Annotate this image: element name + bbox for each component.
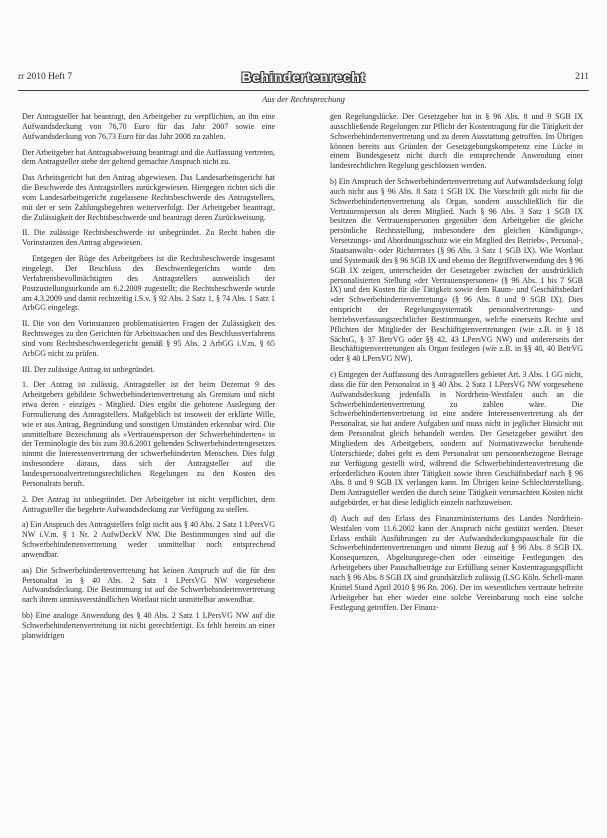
- paragraph: Das Arbeitsgericht hat den Antrag abgewiesen. Das Landesarbeitsgericht hat die Beschwerde des Antragstellers zurückgewiesen. Hiergegen richtet sich die vom Landesarbeitsgericht zugelassene Rechtsbeschwerde des Antragstellers, mit der er sein Zahlungsbegehren weiterverfolgt. Der Arbeitgeber beantragt, die Zulässigkeit der Rechtsbeschwerde und beantragt deren Zurückweisung.: [22, 173, 275, 222]
- journal-issue: rr 2010 Heft 7: [18, 72, 73, 82]
- right-column: [330, 112, 583, 618]
- paragraph: Der Antragsteller hat beantragt, den Arbeitgeber zu verpflichten, an ihn eine Aufwandsdeckung von 76,70 Euro für das Jahr 2007 sowie eine Aufwandsdeckung von 76,73 Euro für das Jahr 2008 zu zahlen.: [22, 112, 275, 141]
- paragraph: aa) Die Schwerbehindertenvertretung hat keinen Anspruch auf die für den Personalrat in § 40 Abs. 2 Satz 1 LPersVG NW vorgesehene Aufwandsdeckung. Die Bestimmung ist auf die Schwerbehindertenvertretung nach ihrem unmissverständlichen Wortlaut nicht unmittelbar anwendbar.: [22, 565, 275, 605]
- paragraph: Entgegen der Rüge des Arbeitgebers ist die Rechtsbeschwerde insgesamt eingelegt. Der Beschluss des Beschwerdegerichts wurde den Verfahrensbevollmächtigten des Antragstellers ausweislich der Postzustellungsurkunde am 6.2.2009 zugestellt; die Rechtsbeschwerde wurde am 4.3.2009 und damit rechtzeitig i.S.v. § 92 Abs. 2 Satz 1, § 74 Abs. 1 Satz 1 ArbGG eingelegt.: [22, 254, 275, 313]
- paragraph: Der Arbeitgeber hat Antragsabweisung beantragt und die Auffassung vertreten, dem Antragsteller stehe der geltend gemachte Anspruch nicht zu.: [22, 147, 275, 167]
- paragraph: II. Die zulässige Rechtsbeschwerde ist unbegründet. Zu Recht haben die Vorinstanzen den Antrag abgewiesen.: [22, 228, 275, 248]
- paragraph: c) Entgegen der Auffassung des Antragstellers gebietet Art. 3 Abs. 1 GG nicht, dass die für den Personalrat in § 40 Abs. 2 Satz 1 LPersVG NW vorgesehene Aufwandsdeckung jedenfalls in Nordrhein-Westfalen auch an die Schwerbehindertenvertretung zu zahlen wäre. Die Schwerbehindertenvertretung ist eine andere Interessenvertretung als der Personalrat, sie hat andere Aufgaben und muss nicht in jeglicher Hinsicht mit dem Personalrat gleich behandelt werden. Der Gesetzgeber gewährt den Mitgliedern des Arbeitgebers, sondern auf Normativzwecke beruhende Unterschiede; dabei geht es dem Personalrat um personenbezogene Betrage zur Verfügung gestellt wird, während die Schwerbehindertenvertretung die erforderlichen Kosten ihrer Tätigkeit sowie ihren Geschäftsbedarf nach § 96 Abs. 8 und 9 SGB IX verlangen kann. Im Übrigen keine Schlechterstellung. Dem Antragsteller werden die durch seine Tätigkeit verursachten Kosten nicht aufgebürdet, er hat diese lediglich einzeln nachzuweisen.: [330, 370, 583, 508]
- paragraph: b) Ein Anspruch der Schwerbehindertenvertretung auf Aufwandsdeckung folgt auch nicht aus § 96 Abs. 8 Satz 1 SGB IX. Die Vorschrift gilt nicht für die Schwerbehindertenvertretung als Organ, sondern ausschließlich für die Vertrauensperson als deren Mitglied. Nach § 96 Abs. 3 Satz 1 SGB IX besitzen die Vertrauenspersonen gegenüber dem Arbeitgeber die gleiche persönliche Rechtsstellung, insbesondere den gleichen Kündigungs-, Versetzungs- und Abordnungsschutz wie ein Mitglied des Betriebs-, Personal-, Staatsanwalts- oder Richterrates (§ 96 Abs. 3 Satz 1 SGB IX). Wie Wortlaut und Systematik des § 96 SGB IX und ebenso der Begriffsverwendung des § 96 SGB IX zeigen, unterscheidet der Gesetzgeber zwischen der ausdrücklich personalisierten Stellung »der Vertrauenspersonen« (§ 96 Abs. 1 bis 7 SGB IX) und den Kosten für die Tätigkeit sowie dem Raum- und Geschäftsbedarf »der Schwerbehindertenvertretung« (§ 96 Abs. 8 und 9 SGB IX). Dies entspricht der Regelungssystematik personalvertretungs- und betriebsverfassungsrechtlicher Bestimmungen, welche einerseits Rechte und Pflichten der Mitglieder der Beschäftigtenvertretungen (wie z.B. in § 18 SächsG, § 37 BetrVG oder §§ 42, 43 LPersVG NW) und andererseits der Beschäftigtenvertretungen als Organ festlegen (wie z.B. in §§ 40, 40 BetrVG oder § 40 LPersVG NW).: [330, 177, 583, 364]
- paragraph: III. Der zulässige Antrag ist unbegründet.: [22, 364, 155, 374]
- paragraph: bb) Eine analoge Anwendung des § 40 Abs. 2 Satz 1 LPersVG NW auf die Schwerbehindertenvertretung ist nicht gerechtfertigt. Es fehlt bereits an einer planwidrigen: [22, 611, 275, 640]
- paragraph: d) Auch auf den Erlass des Finanzministeriums des Landes Nordrhein-Westfalen vom 11.6.2002 kann der Anspruch nicht gestützt werden. Dieser Erlass enthält Ausführungen zu der Aufwandsdeckungspauschale für die Schwerbehindertenvertretungen und nimmt Bezug auf § 96 Abs. 8 SGB IX. Konsequenzen, Abgeltungsrege-chen oder einseitige Festlegungen des Arbeitgebers über Pauschalbeträge zur Erfüllung seiner Kostentragungspflicht nach § 96 Abs. 8 SGB IX sind grundsätzlich zulässig (LSG Köln. Schell-mann Knittel Stand April 2010 § 96 Rn. 206). Der im wesentlichen vertraute befreite Arbeitgeber hat eher wieder eine solche Vereinbarung noch eine solche Festlegung getroffen. Der Finanz-: [330, 513, 583, 612]
- journal-title: Behindertenrecht: [241, 69, 366, 85]
- paragraph: 2. Der Antrag ist unbegründet. Der Arbeitgeber ist nicht verpflichtet, dem Antragsteller die begehrte Aufwandsdeckung zur Verfügung zu stellen.: [22, 494, 275, 514]
- page-number: 211: [575, 72, 589, 82]
- section-label: Aus der Rechtsprechung: [262, 94, 345, 104]
- left-column: [22, 112, 275, 647]
- paragraph: 1. Der Antrag ist zulässig. Antragsteller ist der beim Dezernat 9 des Arbeitgebers gebildete Schwerbehindertenvertretung als Gremium und nicht etwa deren - einziges - Mitglied. Dies ergibt die gebotene Auslegung der Formulierung des Antragstellers. Maßgeblich ist insoweit der erklärte Wille, wie er aus Antrag, Begründung und sonstigen Umständen erkennbar wird. Die unmittelbare Bezeichnung als »Vertrauensperson der Schwerbehinderten« in der Terminologie des bis zum 30.6.2001 geltenden Schwerbehindertengesetzes nimmt die Interessenvertretung der schwerbehinderten Menschen. Dies folgt insbesondere daraus, dass sich der Antragsteller auf die landespersonalvertretungsrechtlichen Regelungen zu den Kosten des Personalrats beruft.: [22, 380, 275, 488]
- paragraph: II. Die von den Vorinstanzen problematisierten Fragen der Zulässigkeit des Rechtsweges zu den Gerichten für Arbeitssachen und des Beschlussverfahrens sind vom Rechtsbeschwerdegericht gemäß § 95 Abs. 2 ArbGG i.V.m. § 65 ArbGG nicht zu prüfen.: [22, 319, 275, 358]
- paragraph: a) Ein Anspruch des Antragstellers folgt nicht aus § 40 Abs. 2 Satz 1 LPersVG NW i.V.m. § 1 Nr. 2 AufwDeckV NW. Die Bestimmungen sind auf die Schwerbehindertenvertretung weder unmittelbar noch entsprechend anwendbar.: [22, 520, 275, 559]
- page-header: [18, 70, 589, 88]
- header-rule: [18, 90, 589, 91]
- paragraph: gen Regelungslücke. Der Gesetzgeber hat in § 96 Abs. 8 und 9 SGB IX ausschließende Regelungen zur Pflicht der Kostentragung für die Tätigkeit der Schwerbehindertenvertretung und zu deren Ausstattung getroffen. Im Übrigen können bereits aus Gründen der Gesetzgebungskompetenz eine Lücke in einem Bundesgesetz nicht durch die entsprechende Anwendung einer landesrechtlichen Regelung geschlossen werden.: [330, 112, 583, 171]
